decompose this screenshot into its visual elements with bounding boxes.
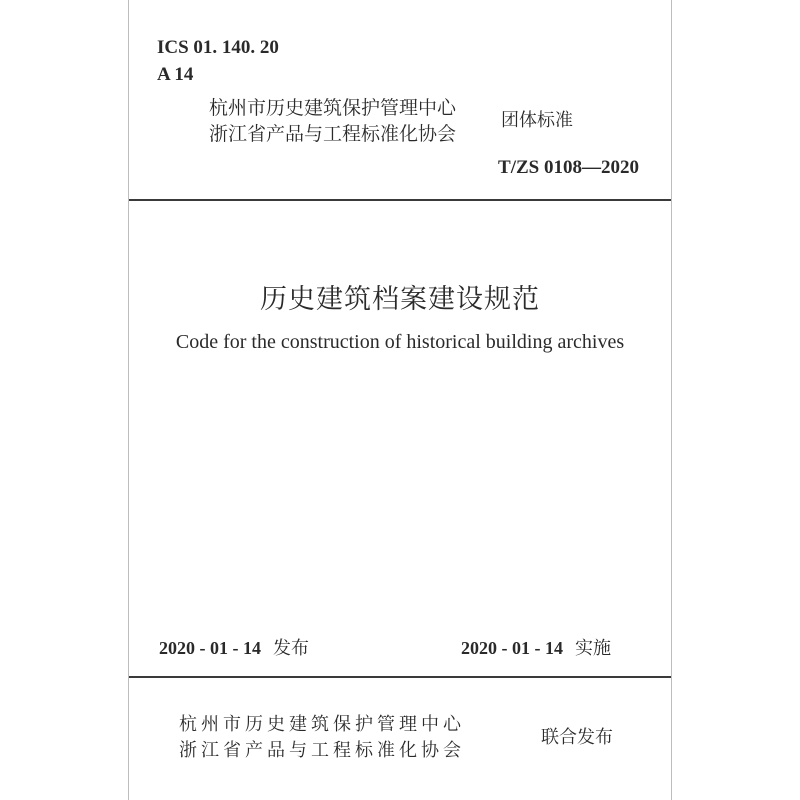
issuer-name: 杭州市历史建筑保护管理中心 bbox=[209, 97, 457, 119]
issue-date: 2020 - 01 - 14 bbox=[159, 638, 261, 658]
implementation-label: 实施 bbox=[575, 638, 611, 659]
publisher-name: 杭州市历史建筑保护管理中心 bbox=[179, 714, 465, 735]
joint-publication-label: 联合发布 bbox=[541, 727, 613, 748]
top-divider bbox=[129, 199, 671, 201]
document-title-chinese: 历史建筑档案建设规范 bbox=[260, 284, 540, 315]
implementation-date: 2020 - 01 - 14 bbox=[461, 638, 563, 658]
issuer-name: 浙江省产品与工程标准化协会 bbox=[209, 123, 457, 145]
issue-date-line bbox=[159, 634, 309, 660]
document-title-english: Code for the construction of historical building archives bbox=[175, 331, 625, 353]
standard-number: T/ZS 0108—2020 bbox=[498, 157, 639, 178]
standard-cover bbox=[128, 0, 672, 800]
classification-code: A 14 bbox=[157, 64, 194, 85]
implementation-date-line bbox=[461, 634, 611, 660]
standard-type: 团体标准 bbox=[501, 110, 573, 131]
bottom-divider bbox=[129, 676, 671, 678]
issue-label: 发布 bbox=[273, 638, 309, 659]
ics-code: ICS 01. 140. 20 bbox=[157, 37, 279, 58]
publisher-name: 浙江省产品与工程标准化协会 bbox=[179, 740, 465, 761]
